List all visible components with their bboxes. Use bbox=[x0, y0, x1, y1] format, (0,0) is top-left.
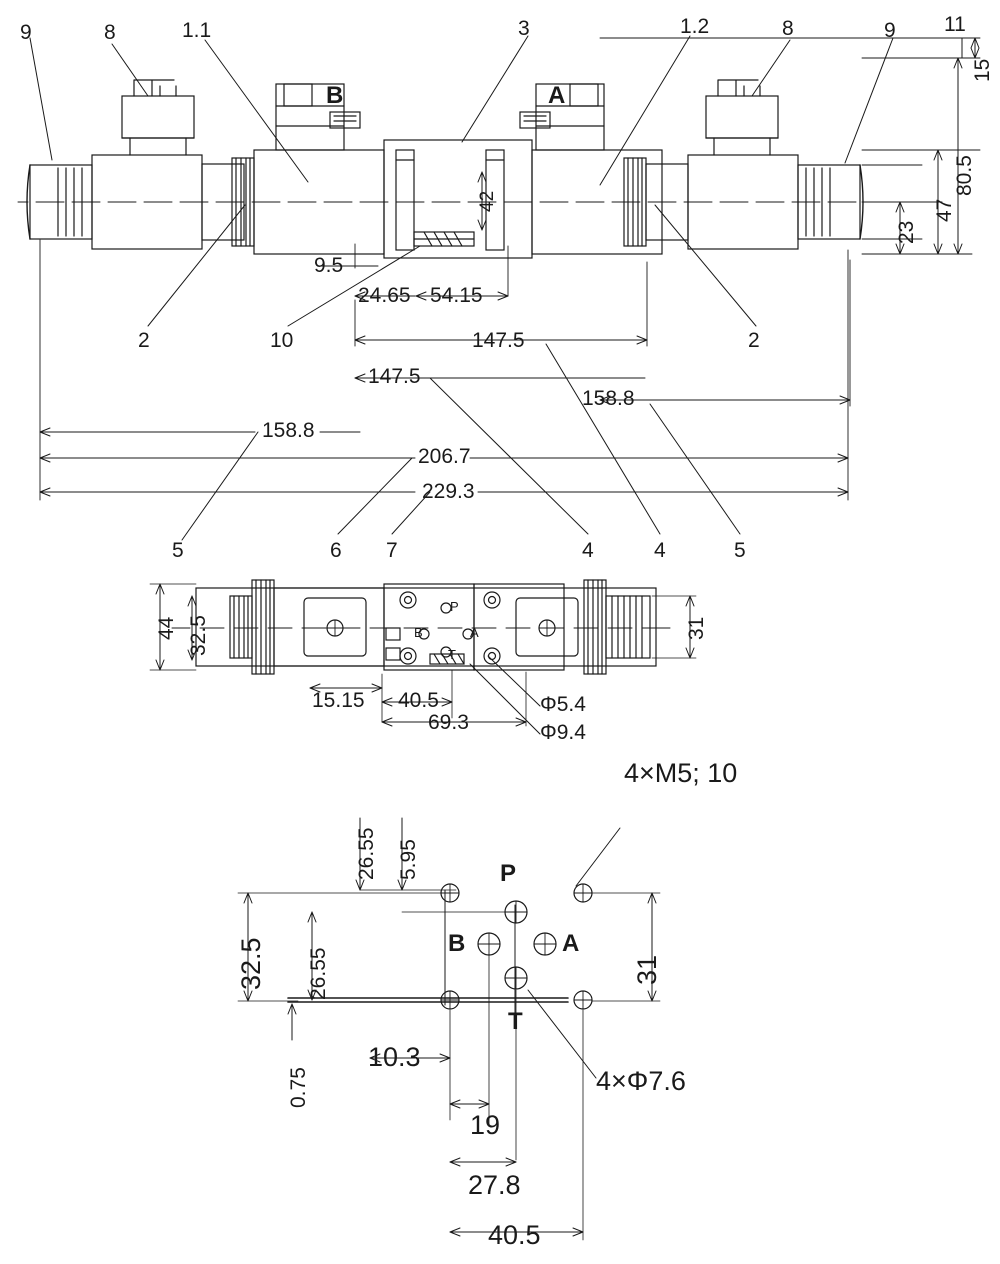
dim-229-3: 229.3 bbox=[422, 480, 475, 503]
item-number-6: 6 bbox=[330, 539, 342, 562]
item-number-3: 3 bbox=[518, 17, 530, 40]
dim-31-top-view: 31 bbox=[685, 616, 708, 640]
dim-147-5-upper: 147.5 bbox=[472, 329, 525, 352]
item-number-9-right: 9 bbox=[884, 19, 896, 42]
dim-10-3: 10.3 bbox=[368, 1042, 421, 1072]
item-number-2-right: 2 bbox=[748, 329, 760, 352]
item-number-4-right: 4 bbox=[654, 539, 666, 562]
note-4x-diameter-7-6: 4×Φ7.6 bbox=[596, 1066, 686, 1096]
item-number-1-1: 1.1 bbox=[182, 19, 212, 42]
item-number-11: 11 bbox=[944, 13, 966, 36]
dim-40-5-top-view: 40.5 bbox=[398, 689, 439, 712]
item-number-8-right: 8 bbox=[782, 17, 794, 40]
item-number-7: 7 bbox=[386, 539, 398, 562]
item-number-4-left: 4 bbox=[582, 539, 594, 562]
dim-47: 47 bbox=[933, 198, 956, 222]
item-number-1-2: 1.2 bbox=[680, 15, 710, 38]
note-4xm5-thread: 4×M5; 10 bbox=[624, 758, 738, 788]
dim-15-15: 15.15 bbox=[312, 689, 365, 712]
pattern-port-t: T bbox=[508, 1008, 523, 1035]
dim-69-3: 69.3 bbox=[428, 711, 469, 734]
pattern-port-a: A bbox=[562, 930, 580, 957]
dim-0-75: 0.75 bbox=[287, 1067, 310, 1108]
solenoid-label-b: B bbox=[326, 82, 344, 109]
dim-54-15: 54.15 bbox=[430, 284, 483, 307]
dim-158-8-right: 158.8 bbox=[582, 387, 635, 410]
item-number-8-left: 8 bbox=[104, 21, 116, 44]
dim-42: 42 bbox=[477, 190, 498, 212]
dim-diameter-9-4: Φ9.4 bbox=[540, 721, 586, 744]
item-number-5-right: 5 bbox=[734, 539, 746, 562]
dim-23: 23 bbox=[895, 220, 918, 244]
solenoid-label-a: A bbox=[548, 82, 566, 109]
item-number-5-left: 5 bbox=[172, 539, 184, 562]
top-view-port-a: A bbox=[470, 625, 479, 640]
pattern-port-b: B bbox=[448, 930, 466, 957]
dim-5-95: 5.95 bbox=[397, 839, 420, 880]
dim-31-pattern: 31 bbox=[632, 954, 662, 985]
dim-27-8: 27.8 bbox=[468, 1170, 521, 1200]
dim-32-5-top-view: 32.5 bbox=[187, 615, 210, 656]
dim-19: 19 bbox=[470, 1110, 501, 1140]
top-view-port-b: B bbox=[414, 625, 423, 640]
dim-80-5: 80.5 bbox=[953, 155, 976, 196]
dim-206-7: 206.7 bbox=[418, 445, 471, 468]
top-view-port-t: T bbox=[448, 647, 456, 662]
dim-15: 15 bbox=[971, 58, 994, 82]
dim-32-5-pattern: 32.5 bbox=[236, 937, 266, 990]
item-number-9-left: 9 bbox=[20, 21, 32, 44]
pattern-port-p: P bbox=[500, 860, 517, 887]
dim-40-5-pattern: 40.5 bbox=[488, 1220, 541, 1250]
item-number-2-left: 2 bbox=[138, 329, 150, 352]
dim-158-8-left: 158.8 bbox=[262, 419, 315, 442]
dim-26-55-left: 26.55 bbox=[307, 947, 330, 1000]
top-view-port-p: P bbox=[450, 599, 459, 614]
dim-diameter-5-4: Φ5.4 bbox=[540, 693, 586, 716]
dim-26-55-top: 26.55 bbox=[355, 827, 378, 880]
dim-9-5: 9.5 bbox=[314, 254, 344, 277]
dim-24-65: 24.65 bbox=[358, 284, 411, 307]
dim-44: 44 bbox=[155, 616, 178, 640]
dim-147-5-lower: 147.5 bbox=[368, 365, 421, 388]
item-number-10: 10 bbox=[270, 329, 294, 352]
